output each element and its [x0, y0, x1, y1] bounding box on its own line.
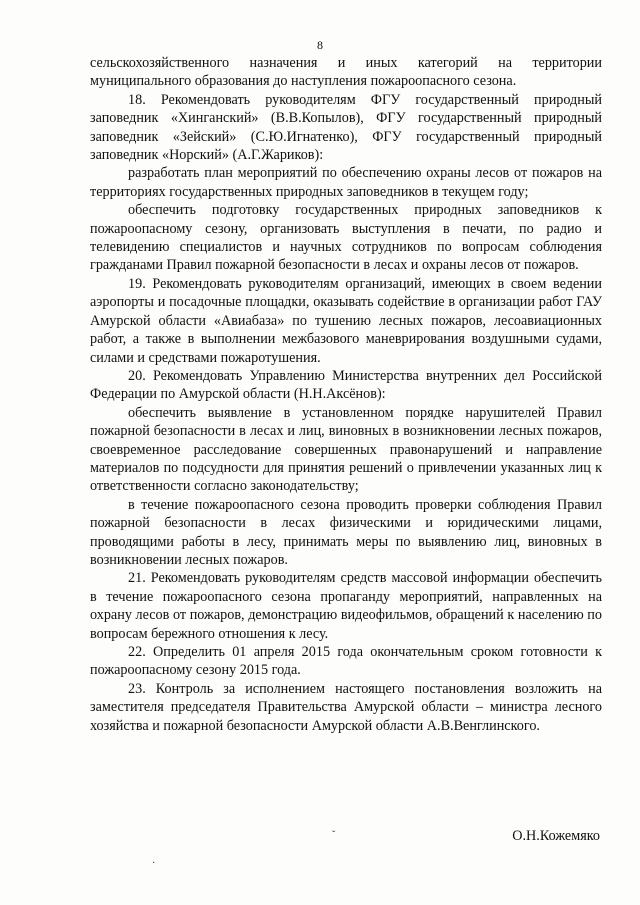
document-paragraph: 19. Рекомендовать руководителям организаций, имеющих в своем ведении аэропорты и посадочные площадки, оказывать содействие в организации работ ГАУ Амурской области «Авиабаза» по тушению лесных пожаров, лесоавиационных работ, а также в выполнении межбазового маневрирования воздушными судами, силами и средствами пожаротушения.	[90, 275, 602, 366]
scan-speck: ·	[152, 858, 156, 869]
document-paragraph: 23. Контроль за исполнением настоящего постановления возложить на заместителя председателя Правительства Амурской области – министра лесного хозяйства и пожарной безопасности Амурской области А.В.Венглинского.	[90, 680, 602, 734]
document-body	[90, 54, 602, 735]
document-paragraph: разработать план мероприятий по обеспечению охраны лесов от пожаров на территориях государственных природных заповедников в текущем году;	[90, 165, 602, 200]
document-paragraph: 18. Рекомендовать руководителям ФГУ государственный природный заповедник «Хинганский» (В.В.Копылов), ФГУ государственный природный заповедник «Зейский» (С.Ю.Игнатенко), ФГУ государственный природный заповедник «Норский» (А.Г.Жариков):	[90, 91, 602, 164]
document-paragraph: 20. Рекомендовать Управлению Министерства внутренних дел Российской Федерации по Амурской области (Н.Н.Аксёнов):	[90, 367, 602, 403]
scan-speck: ˇ	[332, 830, 336, 841]
signature-name: О.Н.Кожемяко	[512, 828, 600, 844]
page-number: 8	[317, 38, 323, 52]
document-paragraph: 22. Определить 01 апреля 2015 года окончательным сроком готовности к пожароопасному сезону 2015 года.	[90, 644, 602, 679]
document-paragraph: обеспечить подготовку государственных природных заповедников к пожароопасному сезону, организовать выступления в печати, по радио и телевидению специалистов и научных сотрудников по вопросам соблюдения гражданами Правил пожарной безопасности в лесах и охраны лесов от пожаров.	[90, 202, 602, 274]
document-paragraph: в течение пожароопасного сезона проводить проверки соблюдения Правил пожарной безопасности в лесах физическими и юридическими лицами, проводящими работы в лесу, принимать меры по выявлению лиц, виновных в возникновении лесных пожаров.	[90, 496, 602, 568]
document-paragraph: 21. Рекомендовать руководителям средств массовой информации обеспечить в течение пожароопасного сезона пропаганду мероприятий, направленных на охрану лесов от пожаров, демонстрацию видеофильмов, обращений к населению по вопросам бережного отношения к лесу.	[90, 570, 602, 642]
document-paragraph: сельскохозяйственного назначения и иных категорий на территории муниципального образования до наступления пожароопасного сезона.	[90, 55, 602, 90]
document-paragraph: обеспечить выявление в установленном порядке нарушителей Правил пожарной безопасности в лесах и лиц, виновных в возникновении лесных пожаров, своевременное расследование совершенных правонарушений и направление материалов по подсудности для принятия решений о привлечении указанных лиц к ответственности согласно законодательству;	[90, 404, 602, 495]
